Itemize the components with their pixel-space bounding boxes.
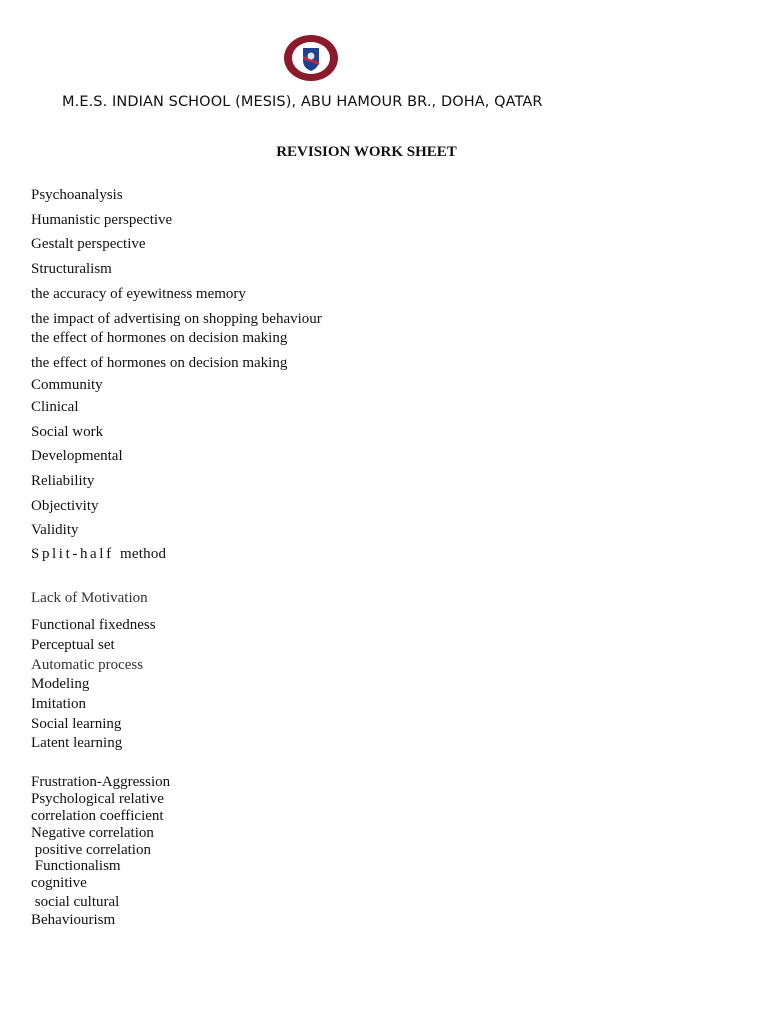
school-name: M.E.S. INDIAN SCHOOL (MESIS), ABU HAMOUR BR., DOHA, QATAR bbox=[62, 94, 543, 110]
list-item: the accuracy of eyewitness memory bbox=[31, 286, 246, 302]
list-item: Community bbox=[31, 377, 103, 393]
list-item: Structuralism bbox=[31, 261, 112, 277]
list-item: Clinical bbox=[31, 399, 79, 415]
list-item: Lack of Motivation bbox=[31, 590, 148, 606]
list-item: Developmental bbox=[31, 448, 123, 464]
list-item: Behaviourism bbox=[31, 912, 116, 928]
list-item: Imitation bbox=[31, 696, 86, 712]
list-item: Functional fixedness bbox=[31, 617, 156, 633]
list-item: Automatic process bbox=[31, 657, 144, 673]
school-logo bbox=[283, 34, 339, 82]
list-item: the impact of advertising on shopping behaviour bbox=[31, 311, 322, 327]
list-item: Modeling bbox=[31, 676, 90, 692]
logo-emblem bbox=[308, 53, 315, 60]
list-item: Social work bbox=[31, 424, 104, 440]
list-item: Psychoanalysis bbox=[31, 187, 123, 203]
list-item: Reliability bbox=[31, 473, 95, 489]
list-item: Humanistic perspective bbox=[31, 212, 173, 228]
list-item: Negative correlation bbox=[31, 825, 154, 841]
list-item: Perceptual set bbox=[31, 637, 115, 653]
list-item: Gestalt perspective bbox=[31, 236, 146, 252]
list-item: Social learning bbox=[31, 716, 122, 732]
list-item: the effect of hormones on decision making bbox=[31, 330, 288, 346]
list-item: Objectivity bbox=[31, 498, 99, 514]
list-item: Functionalism bbox=[31, 858, 121, 874]
list-item: correlation coefficient bbox=[31, 808, 164, 824]
list-item: social cultural bbox=[31, 894, 120, 910]
list-item: Validity bbox=[31, 522, 79, 538]
list-item: Latent learning bbox=[31, 735, 123, 751]
method-word: method bbox=[120, 546, 167, 562]
list-item: positive correlation bbox=[31, 842, 151, 858]
list-item-split-half bbox=[31, 546, 166, 563]
split-half-term: Split-half bbox=[31, 546, 114, 562]
sheet-title: REVISION WORK SHEET bbox=[276, 144, 457, 160]
list-item: Frustration-Aggression bbox=[31, 774, 171, 790]
list-item: cognitive bbox=[31, 875, 87, 891]
list-item: Psychological relative bbox=[31, 791, 164, 807]
list-item: the effect of hormones on decision making bbox=[31, 355, 288, 371]
